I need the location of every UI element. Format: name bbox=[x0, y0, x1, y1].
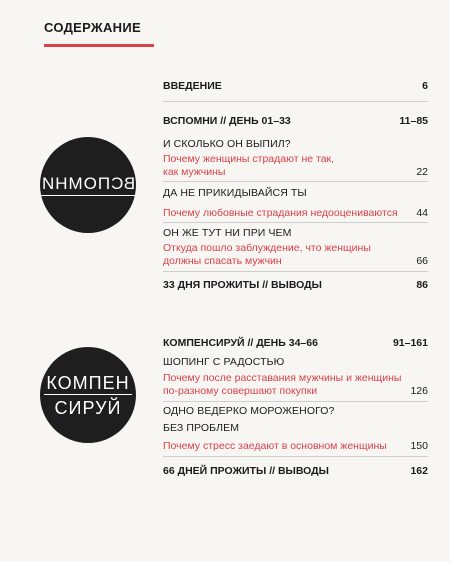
part1-title: ВСПОМНИ // ДЕНЬ 01–33 bbox=[163, 115, 291, 127]
section-subtitle: Откуда пошло заблуждение, что женщины bbox=[163, 242, 371, 254]
part2-summary: 66 ДНЕЙ ПРОЖИТЫ // ВЫВОДЫ bbox=[163, 465, 329, 477]
section-page: 22 bbox=[416, 166, 428, 178]
divider bbox=[163, 101, 428, 102]
page-title: СОДЕРЖАНИЕ bbox=[44, 20, 141, 35]
part2-circle-line1: КОМПЕН bbox=[46, 372, 130, 393]
part2-circle bbox=[40, 347, 136, 443]
section-page: 126 bbox=[410, 385, 428, 397]
section-subtitle: по-разному совершают покупки bbox=[163, 385, 318, 397]
divider bbox=[163, 401, 428, 402]
section-subtitle: Почему женщины страдают не так, bbox=[163, 153, 335, 165]
part2-title: КОМПЕНСИРУЙ // ДЕНЬ 34–66 bbox=[163, 337, 318, 349]
part2-summary-page: 162 bbox=[410, 465, 428, 477]
section-title: ДА НЕ ПРИКИДЫВАЙСЯ ТЫ bbox=[163, 187, 307, 199]
part1-summary-page: 86 bbox=[416, 279, 428, 291]
section-title: ОДНО ВЕДЕРКО МОРОЖЕНОГО? bbox=[163, 405, 335, 417]
title-underline bbox=[44, 44, 154, 47]
section-subtitle: Почему после расставания мужчины и женщины bbox=[163, 372, 402, 384]
part2-pages: 91–161 bbox=[392, 337, 428, 349]
part1-summary: 33 ДНЯ ПРОЖИТЫ // ВЫВОДЫ bbox=[163, 279, 322, 291]
section-page: 150 bbox=[410, 440, 428, 452]
section-title: ШОПИНГ С РАДОСТЬЮ bbox=[163, 356, 285, 368]
section-subtitle: Почему стресс заедают в основном женщины bbox=[163, 440, 387, 452]
part1-circle bbox=[40, 137, 136, 233]
section-title: ОН ЖЕ ТУТ НИ ПРИ ЧЕМ bbox=[163, 227, 292, 239]
intro-title: ВВЕДЕНИЕ bbox=[163, 80, 222, 92]
section-title: И СКОЛЬКО ОН ВЫПИЛ? bbox=[163, 138, 291, 150]
section-subtitle: Почему любовные страдания недооцениваются bbox=[163, 207, 398, 219]
section-subtitle: как мужчины bbox=[163, 166, 226, 178]
section-page: 44 bbox=[416, 207, 428, 219]
section-page: 66 bbox=[416, 255, 428, 267]
divider bbox=[163, 181, 428, 182]
divider bbox=[163, 222, 428, 223]
divider bbox=[163, 271, 428, 272]
intro-page: 6 bbox=[422, 80, 428, 92]
part1-circle-label: ВСПОМНИ bbox=[41, 174, 135, 196]
part1-pages: 11–85 bbox=[399, 115, 428, 127]
divider bbox=[163, 456, 428, 457]
section-subtitle: должны спасать мужчин bbox=[163, 255, 282, 267]
part2-circle-line2: СИРУЙ bbox=[54, 397, 122, 418]
section-title-line2: БЕЗ ПРОБЛЕМ bbox=[163, 422, 240, 434]
